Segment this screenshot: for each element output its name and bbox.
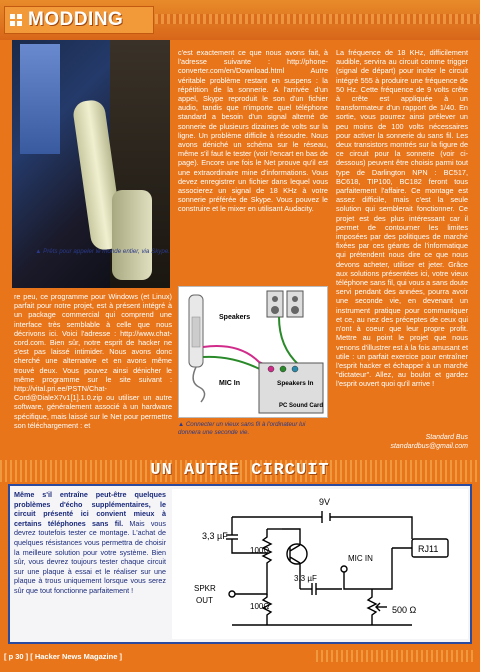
page-footer: [ p 30 ] [ Hacker News Magazine ] [4,652,122,661]
header-stripe [155,14,480,24]
connection-diagram [178,286,328,418]
column-1-text: re peu, ce programme pour Windows (et Linux) parfait pour notre projet, est à présent intégré à un package commercial qui comprend une interface très semblable à celle que nous décrivons ici. Voici l'adresse : http://www.chat-cord.com. Bien sûr, notre esprit de hacker ne s'est pas laissé intimider. Nous avons donc cherché une alternative et en avons même trouvé deux. Vous pouvez ainsi dénicher le même programme sur le site suivant : http://vital.pri.ee/PSTN/Chat-Cord@DialeX7v1[1].1.0.zip ou utiliser un autre software, généralement associé à un hardware spécifique, mais laissé sur le Net pour permettre son téléchargement : et [14,292,172,430]
author-signature [336,433,468,451]
label-c1: 3,3 µF [202,531,228,541]
footer-stripe [316,650,476,662]
section-title: MODDING [28,9,124,30]
label-spkr: SPKR [194,584,216,593]
label-out: OUT [196,596,213,605]
label-mic: MIC IN [348,554,373,563]
sidebar-text [14,490,166,596]
label-r2: 100Ω [250,602,270,611]
sidebar-body: Mais vous devrez toutefois tester ce montage. L'achat de quelques résistances vous permettra de choisir la meilleure solution pour votre système. Bien sûr, vous devrez toujours tester chaque circuit sur une plaque à essai et le réaliser sur une plaque à trous uniquement lorsque vous serez sûr que tout fonctionne parfaitement ! [14,518,167,595]
sidebar-lead: Même s'il entraîne peut-être quelques problèmes d'écho supplémentaires, le circuit présenté ici convient mieux à certains téléphones sans fil. [14,490,166,528]
label-rj11: RJ11 [418,544,439,554]
label-r3: 500 Ω [392,605,417,615]
author-email: standardbus@gmail.com [390,443,468,450]
author-name: Standard Bus [425,434,468,441]
photo-caption: ▲ Prêts pour appeler le monde entier, via Skype. [35,248,170,255]
label-c2: 3,3 µF [294,574,317,583]
circuit-schematic [172,489,468,639]
speakers-in-label: Speakers In [277,380,314,387]
column-1 [14,292,172,430]
column-3-text: La fréquence de 18 KHz, difficilement audible, servira au circuit comme trigger (signal de départ) pour inciter le circuit intégré 555 à produire une fréquence de 50 Hz. Cette fréquence de 9 volts crête à crête est appliquée à un transformateur d'un rapport de 1/40. En sortie, vous pourrez ainsi prélever un peu moins de 100 volts nécessaires pour activer la sonnerie du sans fil. Les deux transistors montrés sur la figure de ce circuit pour la sonnerie (voir ci-dessous) peuvent être choisis parmi tout type de Darlington NPN : BC517, BC618, TIP100, BC182 feront tous parfaitement l'affaire. Ce montage est assez difficile, mais c'est la seule solution qui semblerait fonctionner. Ce projet est des plus intéressant car il permet de contourner les limites imposées par des politiques de marché fixées par ces géants de l'informatique qui prétendent nous dire ce que nous devons acheter, utiliser et jeter. Grâce aux solutions présentées ici, votre vieux téléphone sans fil, qui vous a sans doute servi pendant des années, pourra avoir une seconde vie, en devenant un instrument pratique pour communiquer et ce, au nez des préceptes de ceux qui n'ont à coeur que leur propre profit. Mettre au point le projet que nous venons d'illustrer est à la fois amusant et utile : un parfait exercice pour entraîner l'esprit hacker et échapper à un marché "dictateur". Allez, au boulot et gardez l'esprit ouvert quoi qu'il arrive ! [336,48,468,389]
sound-card-label: PC Sound Card [279,403,324,409]
column-3 [336,48,468,389]
speakers-label: Speakers [219,314,251,321]
mic-in-label: MIC In [219,380,240,387]
label-r1: 100Ω [250,546,270,555]
column-2 [178,48,328,214]
box-title: UN AUTRE CIRCUIT [150,461,330,480]
label-9v: 9V [319,497,331,507]
column-2-text: c'est exactement ce que nous avons fait, à l'adresse suivante : http://phone-converter.com/en/Download.html Autre véritable problème restant en suspens : la répétition de la sonnerie. A l'arrivée d'un appel, Skype reproduit le son d'un fichier audio, tandis que n'importe quel téléphone standard a besoin d'un signal alterné de sonnerie de plusieurs dizaines de volts sur la ligne. Un problème difficile à résoudre. Nous avons déniché un schéma sur le réseau, même s'il faut le tester (voir l'encart en bas de page). Encore une fois le Net prouve qu'il est une extraordinaire mine d'informations. Vous devez enregistrer un fichier dans lequel vous associerez un signal de 18 KHz à votre sonnerie préférée de Skype. Vous pouvez le construire et le mixer en utilisant Audacity. [178,48,328,214]
grid-icon [10,14,22,26]
diagram-caption: ▲ Connecter un vieux sans fil à l'ordinateur lui donnera une seconde vie. [178,421,306,436]
